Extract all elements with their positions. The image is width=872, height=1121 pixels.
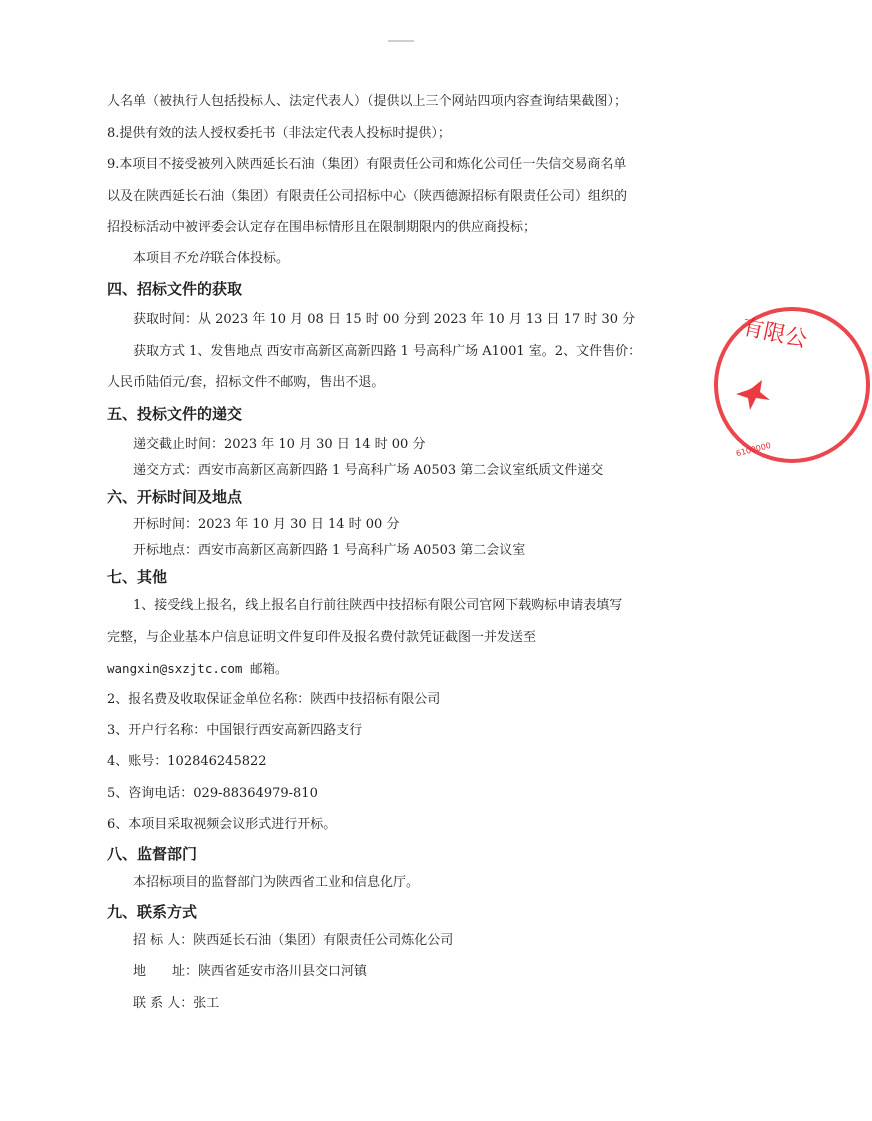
text-line: 1、接受线上报名，线上报名自行前往陕西中技招标有限公司官网下载购标申请表填写	[133, 598, 623, 613]
section-heading: 七、其他	[107, 568, 168, 586]
svg-text:有限公: 有限公	[739, 314, 810, 353]
text-line: 招投标活动中被评委会认定存在围串标情形且在限制期限内的供应商投标；	[107, 220, 537, 235]
top-mark	[388, 40, 414, 42]
text-segment: 联合体投标。	[211, 251, 290, 266]
text-line: 联 系 人：张工	[133, 996, 220, 1011]
svg-text:6100000: 6100000	[735, 440, 772, 459]
text-line: 开标时间：2023 年 10 月 30 日 14 时 00 分	[133, 517, 400, 532]
text-line: 6、本项目采取视频会议形式进行开标。	[107, 817, 337, 832]
text-segment-italic: 不允许	[172, 251, 212, 266]
text-line	[133, 250, 289, 268]
section-heading: 六、开标时间及地点	[107, 488, 243, 506]
text-line: 2、报名费及收取保证金单位名称：陕西中技招标有限公司	[107, 692, 441, 707]
email-line: wangxin@sxzjtc.com 邮箱。	[107, 661, 288, 676]
text-line: 8.提供有效的法人授权委托书（非法定代表人投标时提供）；	[107, 126, 451, 141]
text-line: 地 址：陕西省延安市洛川县交口河镇	[133, 964, 368, 979]
text-line: 人民币陆佰元/套，招标文件不邮购，售出不退。	[107, 375, 385, 390]
text-line: 获取时间：从 2023 年 10 月 08 日 15 时 00 分到 2023 年 10 月 13 日 17 时 30 分	[133, 312, 636, 327]
text-line: 9.本项目不接受被列入陕西延长石油（集团）有限责任公司和炼化公司任一失信交易商名单	[107, 157, 627, 172]
text-segment: 本项目	[133, 251, 173, 266]
section-heading: 四、招标文件的获取	[107, 280, 243, 298]
text-line: 3、开户行名称：中国银行西安高新四路支行	[107, 723, 363, 738]
text-line: 递交截止时间：2023 年 10 月 30 日 14 时 00 分	[133, 437, 426, 452]
text-line: 开标地点：西安市高新区高新四路 1 号高科广场 A0503 第二会议室	[133, 543, 526, 558]
section-heading: 五、投标文件的递交	[107, 405, 243, 423]
section-heading: 八、监督部门	[107, 845, 198, 863]
text-line: 递交方式：西安市高新区高新四路 1 号高科广场 A0503 第二会议室纸质文件递交	[133, 463, 604, 478]
text-line: 以及在陕西延长石油（集团）有限责任公司招标中心（陕西德源招标有限责任公司）组织的	[107, 189, 628, 204]
section-heading: 九、联系方式	[107, 903, 198, 921]
text-line: 4、账号：102846245822	[107, 754, 267, 769]
text-line: 5、咨询电话：029-88364979-810	[107, 786, 318, 801]
seal-graphic	[712, 300, 872, 470]
text-line: 本招标项目的监督部门为陕西省工业和信息化厅。	[133, 875, 420, 890]
text-line: 完整，与企业基本户信息证明文件复印件及报名费付款凭证截图一并发送至	[107, 630, 537, 645]
text-line: 获取方式 1、发售地点 西安市高新区高新四路 1 号高科广场 A1001 室。2、文件售价：	[133, 344, 642, 359]
text-line: 人名单（被执行人包括投标人、法定代表人）（提供以上三个网站四项内容查询结果截图）；	[107, 94, 628, 109]
company-seal-stamp	[712, 300, 832, 470]
text-line: 招 标 人：陕西延长石油（集团）有限责任公司炼化公司	[133, 933, 454, 948]
